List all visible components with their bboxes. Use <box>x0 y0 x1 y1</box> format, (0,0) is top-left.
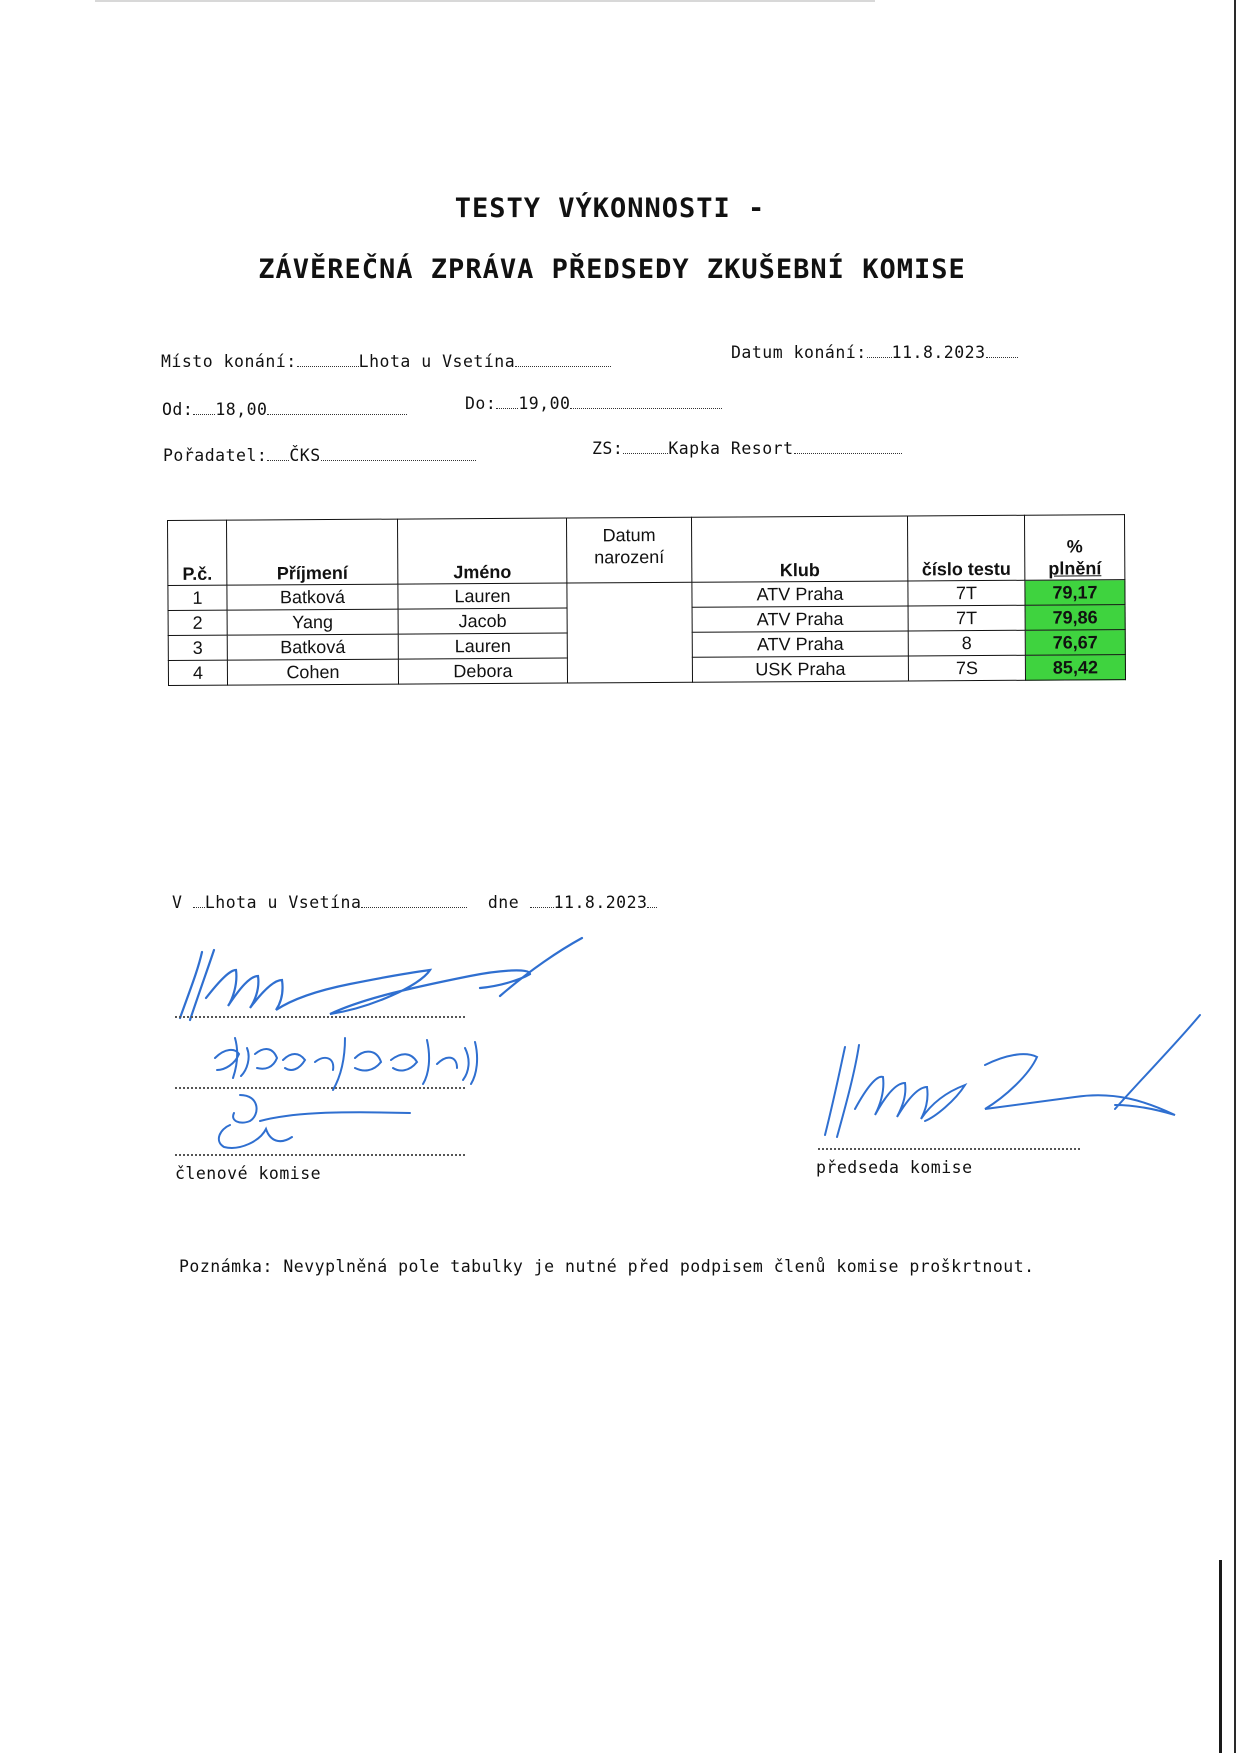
poradatel-label: Pořadatel: <box>163 446 268 465</box>
table-header-row <box>168 515 1125 586</box>
cell-pct: 79,17 <box>1025 580 1125 606</box>
cell-klub: ATV Praha <box>692 581 908 607</box>
poradatel-value: ČKS <box>289 446 321 465</box>
cell-pct: 76,67 <box>1025 630 1125 656</box>
dne-value: 11.8.2023 <box>553 893 648 912</box>
cell-prijmeni: Yang <box>227 609 398 635</box>
cell-prijmeni: Batková <box>227 634 398 660</box>
place-date-line <box>172 893 657 912</box>
od-field <box>162 400 407 419</box>
member-signature-line-3 <box>175 1154 465 1156</box>
cell-pc: 3 <box>168 635 227 660</box>
note-text: Poznámka: Nevyplněná pole tabulky je nutné před podpisem členů komise proškrtnout. <box>179 1257 1035 1276</box>
page-title-line1: TESTY VÝKONNOSTI - <box>454 193 766 224</box>
misto-field <box>161 352 611 371</box>
datum-label: Datum konání: <box>731 343 867 362</box>
chair-signature <box>815 1005 1215 1155</box>
cell-klub: ATV Praha <box>692 606 908 632</box>
cell-klub: ATV Praha <box>692 631 908 657</box>
datum-field <box>731 343 1018 362</box>
chair-signature-line <box>818 1148 1080 1150</box>
do-field <box>465 394 722 413</box>
cell-pc: 2 <box>168 610 227 635</box>
col-prijmeni-header: Příjmení <box>227 519 398 585</box>
col-klub-header: Klub <box>691 516 907 582</box>
results-table <box>167 514 1126 686</box>
cell-prijmeni: Cohen <box>227 659 398 685</box>
do-label: Do: <box>465 394 497 413</box>
scan-edge-top <box>95 0 875 2</box>
zs-field <box>592 439 902 458</box>
col-pct-header-line1: % <box>1066 536 1083 557</box>
cell-datum-empty <box>567 582 693 683</box>
member-signature-3 <box>200 1085 420 1155</box>
col-pct-header-line2: plnění <box>1048 558 1102 579</box>
zs-value: Kapka Resort <box>668 439 794 458</box>
members-label: členové komise <box>175 1164 322 1183</box>
col-jmeno-header: Jméno <box>397 518 566 584</box>
datum-value: 11.8.2023 <box>891 343 986 362</box>
col-datum-header-line2: narození <box>594 546 665 568</box>
od-value: 18,00 <box>215 400 268 419</box>
cell-klub: USK Praha <box>692 656 908 682</box>
cell-pc: 4 <box>168 660 227 685</box>
v-label: V <box>172 893 183 912</box>
cell-jmeno: Debora <box>398 658 567 684</box>
col-datum-header-line1: Datum <box>602 525 656 546</box>
dne-label: dne <box>487 893 520 912</box>
cell-cislo: 7T <box>908 605 1025 631</box>
misto-value: Lhota u Vsetína <box>358 352 516 371</box>
poradatel-field <box>163 446 476 465</box>
scan-edge-right <box>1234 0 1236 1753</box>
chair-label: předseda komise <box>816 1158 973 1177</box>
cell-pct: 85,42 <box>1025 655 1125 681</box>
cell-cislo: 7S <box>908 655 1025 681</box>
cell-pct: 79,86 <box>1025 605 1125 631</box>
cell-cislo: 7T <box>908 580 1025 606</box>
cell-prijmeni: Batková <box>227 584 398 610</box>
misto-label: Místo konání: <box>161 352 297 371</box>
cell-jmeno: Lauren <box>398 633 567 659</box>
col-cislo-header: číslo testu <box>907 515 1024 581</box>
cell-cislo: 8 <box>908 630 1025 656</box>
col-pct-header <box>1024 515 1124 581</box>
od-label: Od: <box>162 400 194 419</box>
cell-jmeno: Lauren <box>398 583 567 609</box>
zs-label: ZS: <box>592 439 624 458</box>
scan-edge-right-dark <box>1219 1560 1222 1753</box>
v-value: Lhota u Vsetína <box>204 893 362 912</box>
page-title-line2: ZÁVĚREČNÁ ZPRÁVA PŘEDSEDY ZKUŠEBNÍ KOMISE <box>258 254 966 285</box>
col-datum-header <box>566 517 691 583</box>
do-value: 19,00 <box>518 394 571 413</box>
cell-pc: 1 <box>168 585 227 610</box>
col-pc-header: P.č. <box>168 520 227 585</box>
member-signature-1 <box>170 930 590 1030</box>
cell-jmeno: Jacob <box>398 608 567 634</box>
